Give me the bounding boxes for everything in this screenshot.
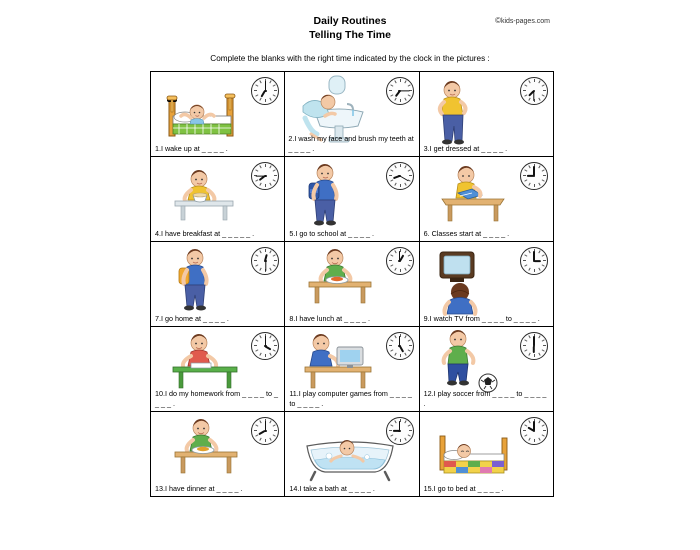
title-line-2: Telling The Time <box>309 29 391 41</box>
cell-text-go-to-school: 5.I go to school at _ _ _ _ . <box>289 228 375 238</box>
exercise-grid <box>150 71 554 497</box>
cell-text-classes-start: 6. Classes start at _ _ _ _ . <box>423 228 510 238</box>
exercise-cell-have-lunch <box>285 242 419 327</box>
clock-play-soccer <box>520 332 548 360</box>
exercise-cell-go-home <box>151 242 285 327</box>
exercise-cell-computer-games <box>285 327 419 412</box>
cell-text-take-a-bath: 14.I take a bath at _ _ _ _ . <box>289 483 375 493</box>
exercise-cell-have-dinner <box>151 412 285 497</box>
cell-text-have-lunch: 8.I have lunch at _ _ _ _ . <box>289 313 371 323</box>
exercise-cell-homework <box>151 327 285 412</box>
cell-text-have-dinner: 13.I have dinner at _ _ _ _ . <box>155 483 243 493</box>
table-row <box>151 327 554 412</box>
copyright-credit <box>495 16 550 25</box>
cell-text-get-dressed: 3.I get dressed at _ _ _ _ . <box>423 143 508 153</box>
exercise-cell-go-to-bed <box>419 412 553 497</box>
cell-text-play-soccer: 12.I play soccer from _ _ _ _ to _ _ _ _ . <box>423 389 547 408</box>
clock-have-lunch <box>386 247 414 275</box>
cell-text-breakfast: 4.I have breakfast at _ _ _ _ _ . <box>155 228 255 238</box>
table-row <box>151 72 554 157</box>
table-row <box>151 157 554 242</box>
exercise-cell-wash-face <box>285 72 419 157</box>
cell-text-go-home: 7.I go home at _ _ _ _ . <box>155 313 229 323</box>
exercise-cell-take-a-bath <box>285 412 419 497</box>
table-row <box>151 412 554 497</box>
exercise-cell-breakfast <box>151 157 285 242</box>
clock-computer-games <box>386 332 414 360</box>
cell-text-wash-face: 2.I wash my face and brush my teeth at _ _ _ _ . <box>288 134 414 153</box>
table-row <box>151 242 554 327</box>
title-line-1: Daily Routines <box>313 15 387 27</box>
cell-text-computer-games: 11.I play computer games from _ _ _ _ to _ _ _ _ . <box>289 389 412 408</box>
exercise-cell-go-to-school <box>285 157 419 242</box>
clock-wash-face <box>386 77 414 105</box>
clock-go-to-school <box>386 162 414 190</box>
credit-text: kids-pages.com <box>500 18 550 25</box>
exercise-cell-play-soccer <box>419 327 553 412</box>
worksheet-sheet <box>150 8 550 538</box>
instructions: Complete the blanks with the right time indicated by the clock in the pictures : <box>210 54 490 63</box>
clock-classes-start <box>520 162 548 190</box>
cell-text-watch-tv: 9.I watch TV from _ _ _ _ to _ _ _ _ . <box>423 313 540 323</box>
clock-watch-tv <box>520 247 548 275</box>
exercise-cell-get-dressed <box>419 72 553 157</box>
exercise-cell-watch-tv <box>419 242 553 327</box>
cell-text-go-to-bed: 15.I go to bed at _ _ _ _ . <box>423 483 504 493</box>
cell-text-wake-up: 1.I wake up at _ _ _ _ . <box>155 143 228 153</box>
exercise-cell-wake-up <box>151 72 285 157</box>
clock-get-dressed <box>520 77 548 105</box>
clock-take-a-bath <box>386 417 414 445</box>
cell-text-homework: 10.I do my homework from _ _ _ _ to _ _ _ _ . <box>155 389 279 408</box>
copyright-icon: © <box>495 16 501 25</box>
clock-go-to-bed <box>520 417 548 445</box>
exercise-cell-classes-start <box>419 157 553 242</box>
page-title <box>150 14 550 42</box>
